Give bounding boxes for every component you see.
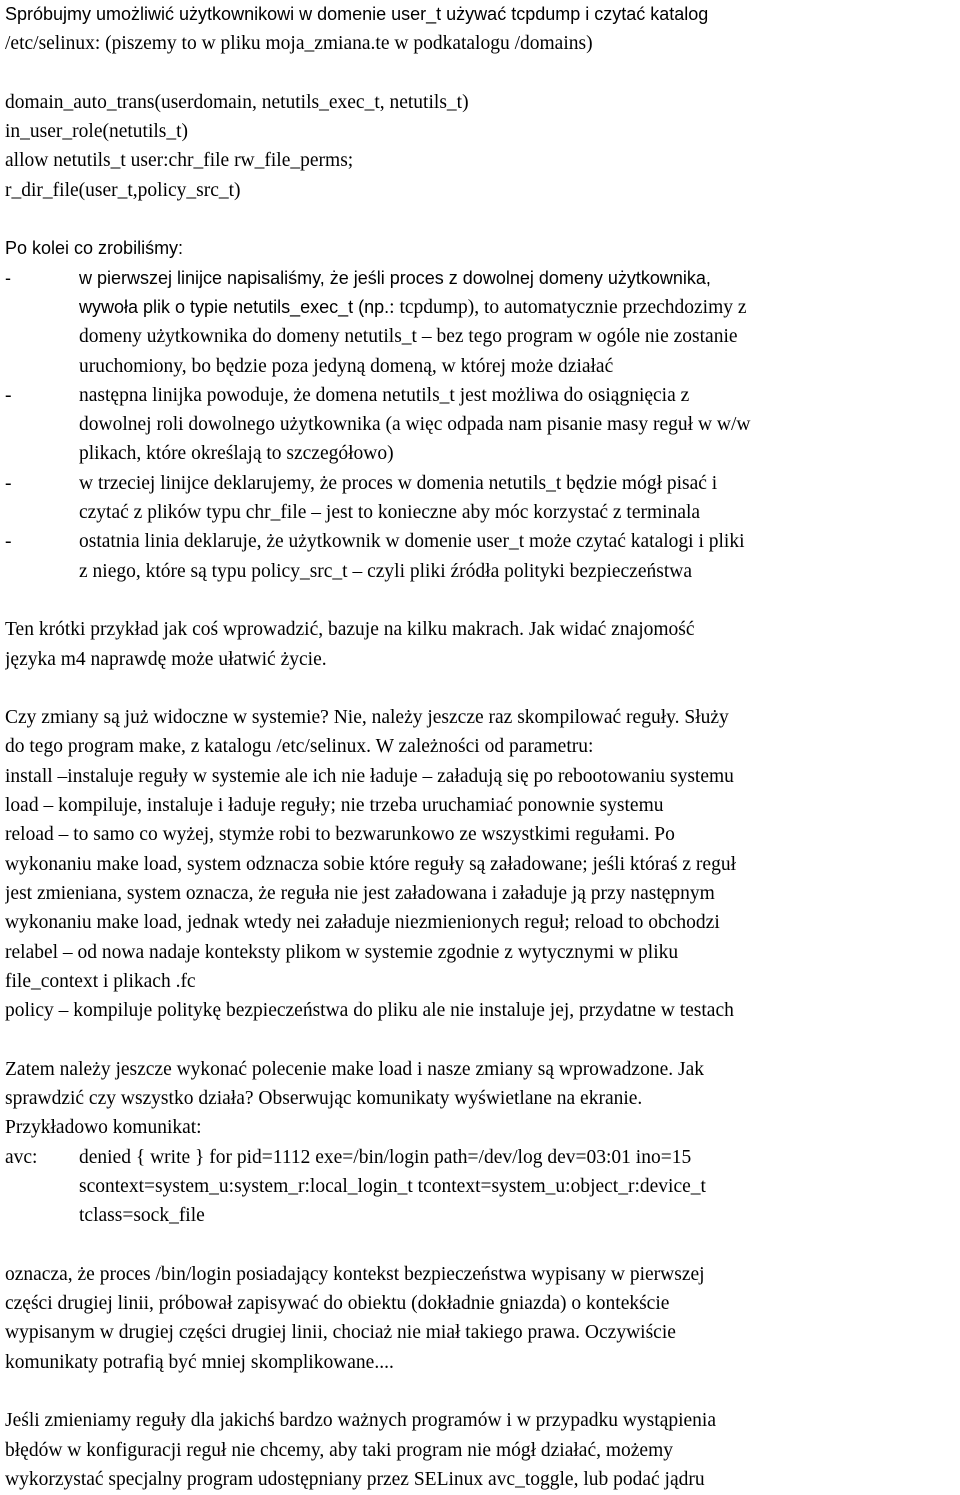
paragraph-line: języka m4 naprawdę może ułatwić życie. xyxy=(5,648,327,670)
make-option-policy: policy – kompiluje politykę bezpieczeństwa do pliku ale nie instaluje jej, przydatne w testach xyxy=(5,1000,734,1022)
paragraph-line: Przykładowo komunikat: xyxy=(5,1117,202,1139)
paragraph-line: komunikaty potrafią być mniej skomplikowane.... xyxy=(5,1351,394,1373)
bullet-continuation xyxy=(5,293,957,322)
make-option-relabel: relabel – od nowa nadaje konteksty plikom w systemie zgodnie z wytycznymi w pliku xyxy=(5,941,679,963)
paragraph-line: do tego program make, z katalogu /etc/selinux. W zależności od parametru: xyxy=(5,736,594,758)
bullet-dash: - xyxy=(5,472,12,494)
bullet-continuation: uruchomiony, bo będzie poza jedyną domeną, w której może działać xyxy=(79,355,614,377)
bullet-item xyxy=(5,264,957,293)
avc-line: tclass=sock_file xyxy=(79,1205,205,1227)
bullet-text: ostatnia linia deklaruje, że użytkownik w domenie user_t może czytać katalogi i pliki xyxy=(79,531,745,553)
code-line: allow netutils_t user:chr_file rw_file_perms; xyxy=(5,150,354,172)
bullet-text-sans-part: wywoła plik o typie netutils_exec_t (np. xyxy=(79,296,390,317)
make-option-install: install –instaluje reguły w systemie ale ich nie ładuje – załadują się po rebootowaniu systemu xyxy=(5,765,734,787)
bullet-text: w trzeciej linijce deklarujemy, że proces w domenia netutils_t będzie mógł pisać i xyxy=(79,472,718,494)
code-line: domain_auto_trans(userdomain, netutils_exec_t, netutils_t) xyxy=(5,91,469,113)
bullet-continuation: dowolnej roli dowolnego użytkownika (a więc odpada nam pisanie masy reguł w w/w xyxy=(79,414,751,436)
make-option-reload: reload – to samo co wyżej, stymże robi to bezwarunkowo ze wszystkimi regułami. Po xyxy=(5,824,675,846)
bullet-text: w pierwszej linijce napisaliśmy, że jeśli proces z dowolnej domeny użytkownika, xyxy=(79,267,711,288)
intro-line-1: Spróbujmy umożliwić użytkownikowi w domenie user_t używać tcpdump i czytać katalog xyxy=(5,4,709,24)
bullet-dash: - xyxy=(5,531,12,553)
paragraph-line: sprawdzić czy wszystko działa? Obserwując komunikaty wyświetlane na ekranie. xyxy=(5,1087,643,1109)
bullet-text-serif-part: : tcpdump), to automatycznie przechdozimy z xyxy=(389,296,747,318)
avc-message xyxy=(5,1143,957,1172)
paragraph-line: wykonaniu make load, system odznacza sobie które reguły są załadowane; jeśli któraś z reguł xyxy=(5,853,737,875)
bullet-continuation: plikach, które określają to szczegółowo) xyxy=(79,443,394,465)
code-line: r_dir_file(user_t,policy_src_t) xyxy=(5,179,241,201)
paragraph-line: wykorzystać specjalny program udostępniany przez SELinux avc_toggle, lub podać jądru xyxy=(5,1468,705,1490)
avc-line: scontext=system_u:system_r:local_login_t tcontext=system_u:object_r:device_t xyxy=(79,1175,706,1197)
bullet-dash: - xyxy=(5,267,11,288)
bullet-continuation: z niego, które są typu policy_src_t – czyli pliki źródła polityki bezpieczeństwa xyxy=(79,560,692,582)
bullet-continuation: czytać z plików typu chr_file – jest to konieczne aby móc korzystać z terminala xyxy=(79,502,701,524)
code-line: in_user_role(netutils_t) xyxy=(5,121,189,143)
paragraph-line: Jeśli zmieniamy reguły dla jakichś bardzo ważnych programów i w przypadku wystąpienia xyxy=(5,1410,716,1432)
intro-line-2: /etc/selinux: (piszemy to w pliku moja_zmiana.te w podkatalogu /domains) xyxy=(5,33,593,55)
explanation-heading: Po kolei co zrobiliśmy: xyxy=(5,238,184,259)
paragraph-line: oznacza, że proces /bin/login posiadający kontekst bezpieczeństwa wypisany w pierwszej xyxy=(5,1263,705,1285)
make-option-load: load – kompiluje, instaluje i ładuje reguły; nie trzeba uruchamiać ponownie systemu xyxy=(5,795,664,817)
bullet-continuation: domeny użytkownika do domeny netutils_t – bez tego program w ogóle nie zostanie xyxy=(79,326,738,348)
paragraph-line: błędów w konfiguracji reguł nie chcemy, aby taki program nie mógł działać, możemy xyxy=(5,1439,674,1461)
bullet-item xyxy=(5,469,957,498)
paragraph-line: jest zmieniana, system oznacza, że reguła nie jest załadowana i załaduje ją przy następnym xyxy=(5,882,715,904)
bullet-item xyxy=(5,381,957,410)
paragraph-line: wykonaniu make load, jednak wtedy nei załaduje niezmienionych reguł; reload to obchodzi xyxy=(5,912,720,934)
paragraph-line: file_context i plikach .fc xyxy=(5,970,196,992)
avc-line: denied { write } for pid=1112 exe=/bin/login path=/dev/log dev=03:01 ino=15 xyxy=(79,1146,692,1168)
document-page xyxy=(5,0,957,1494)
paragraph-line: wypisanym w drugiej części drugiej linii, chociaż nie miał takiego prawa. Oczywiście xyxy=(5,1322,676,1344)
bullet-dash: - xyxy=(5,384,12,406)
bullet-text: następna linijka powoduje, że domena netutils_t jest możliwa do osiągnięcia z xyxy=(79,384,690,406)
bullet-item xyxy=(5,527,957,556)
avc-label: avc: xyxy=(5,1146,38,1168)
paragraph-line: Ten krótki przykład jak coś wprowadzić, bazuje na kilku makrach. Jak widać znajomość xyxy=(5,619,695,641)
paragraph-line: Zatem należy jeszcze wykonać polecenie make load i nasze zmiany są wprowadzone. Jak xyxy=(5,1058,704,1080)
paragraph-line: części drugiej linii, próbował zapisywać do obiektu (dokładnie gniazda) o kontekście xyxy=(5,1293,670,1315)
paragraph-line: Czy zmiany są już widoczne w systemie? Nie, należy jeszcze raz skompilować reguły. Służy xyxy=(5,707,729,729)
